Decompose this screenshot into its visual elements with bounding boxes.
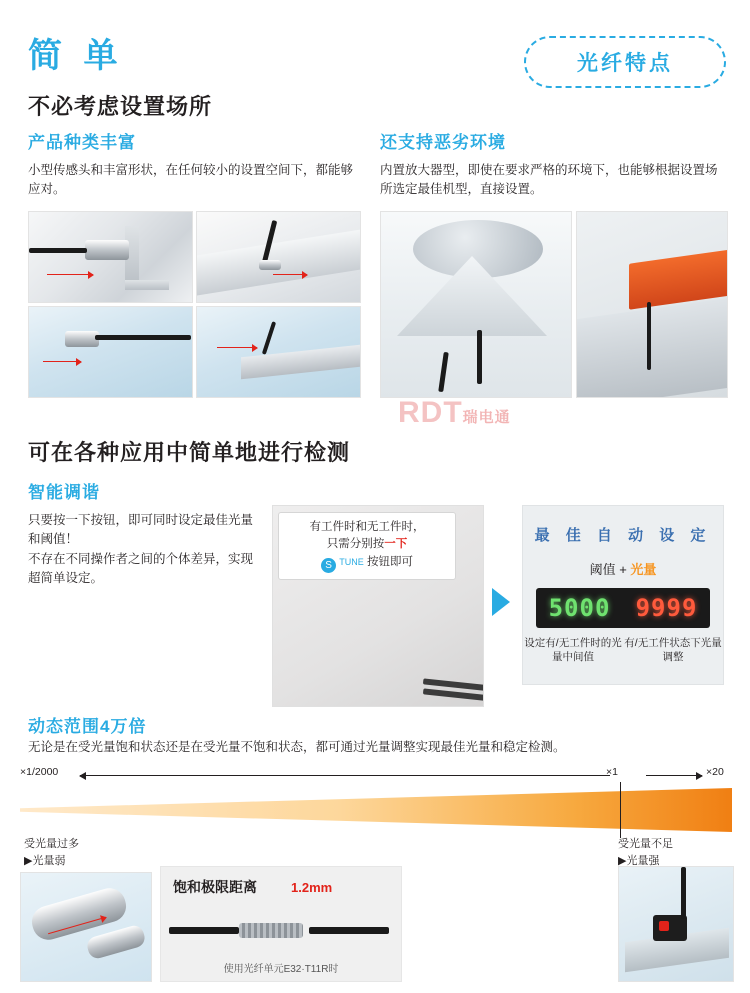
section3-body: 无论是在受光量饱和状态还是在受光量不饱和状态，都可通过光量调整实现最佳光量和稳定检测。	[28, 740, 566, 754]
callout-line-3	[287, 554, 447, 573]
callout-line-2-red: 一下	[384, 538, 408, 551]
section2-left-heading: 智能调谐	[28, 483, 100, 502]
scale-label-left: ×1/2000	[20, 766, 59, 778]
slot-sensor-photo	[196, 211, 361, 303]
saturation-distance-unit: mm	[309, 880, 333, 895]
saturation-distance-value	[291, 871, 332, 898]
panel-foot-right: 有/无工件状态下光量调整	[624, 637, 722, 664]
note-left	[24, 836, 79, 869]
saturation-distance-panel	[160, 866, 402, 982]
small-head-photo	[28, 306, 193, 398]
tune-callout	[278, 512, 456, 580]
watermark-sub: 瑞电通	[462, 409, 511, 426]
flow-arrow-icon	[492, 588, 510, 616]
note-right	[618, 836, 673, 869]
wedge-divider	[620, 782, 621, 838]
callout-line-3-text: 按钮即可	[366, 555, 413, 568]
callout-line-2	[287, 536, 447, 553]
perforated-disc-photo	[380, 211, 572, 398]
display-value-light: 9999	[635, 594, 698, 622]
section2-left-body-1: 只要按一下按钮，即可同时设定最佳光量和阈值！	[28, 513, 254, 547]
callout-line-2-pre: 只需分别按	[326, 538, 385, 551]
note-left-line-1: 受光量过多	[24, 838, 79, 850]
section2-left-column	[28, 478, 258, 589]
section3-heading: 动态范围4万倍	[28, 717, 147, 736]
note-right-line-1: 受光量不足	[618, 838, 673, 850]
dynamic-range-wedge	[20, 788, 732, 832]
fiber-unit-illustration	[169, 911, 393, 951]
tune-icon: S	[321, 558, 336, 573]
display-value-threshold: 5000	[548, 594, 611, 622]
panel-subtitle-pre: 阈值 +	[589, 562, 631, 577]
section1-left-body: 小型传感头和丰富形状，在任何较小的设置空间下，都能够应对。	[28, 163, 354, 197]
bracket-sensor-photo	[28, 211, 193, 303]
panel-foot-left: 设定有/无工件时的光量中间值	[524, 637, 622, 664]
panel-mount-photo	[196, 306, 361, 398]
auto-setting-panel	[522, 505, 724, 685]
watermark-text: RDT	[398, 396, 463, 429]
panel-title: 最 佳 自 动 设 定	[534, 527, 712, 544]
saturation-distance-caption: 使用光纤单元E32·T11R时	[223, 964, 339, 975]
dynamic-range-scale	[20, 766, 732, 784]
panel-subtitle	[523, 559, 723, 578]
insufficient-light-photo	[618, 866, 734, 982]
page-title: 简 单	[28, 37, 124, 75]
orange-bracket-photo	[576, 211, 728, 398]
note-left-line-2: ▶光量弱	[24, 854, 66, 867]
section1-left-column	[28, 128, 358, 200]
watermark	[398, 396, 511, 430]
saturated-example-photo	[20, 872, 152, 982]
note-right-line-2: ▶光量强	[618, 854, 660, 867]
section1-right-heading: 还支持恶劣环境	[380, 133, 506, 152]
saturation-distance-title: 饱和极限距离	[173, 879, 257, 895]
section1-right-body: 内置放大器型，即使在要求严格的环境下，也能够根据设置场所选定最佳机型，直接设置。	[380, 163, 718, 197]
section1-title: 不必考虑设置场所	[28, 94, 213, 119]
seven-segment-display	[536, 588, 710, 628]
saturation-distance-number: 1.2	[291, 880, 310, 895]
panel-subtitle-orange: 光量	[630, 562, 657, 577]
scale-label-mid: ×1	[606, 766, 618, 778]
callout-line-1: 有工件时和无工件时，	[309, 521, 425, 533]
status-badge	[524, 36, 726, 88]
section2-title: 可在各种应用中简单地进行检测	[28, 440, 351, 465]
tune-label: TUNE	[339, 556, 364, 567]
scale-label-right: ×20	[706, 766, 724, 778]
panel-footnotes	[523, 636, 723, 664]
section1-right-column	[380, 128, 725, 200]
section1-left-heading: 产品种类丰富	[28, 133, 136, 152]
section2-left-body-2: 不存在不同操作者之间的个体差异，实现超简单设定。	[28, 551, 254, 586]
badge-label: 光纤特点	[577, 52, 673, 75]
